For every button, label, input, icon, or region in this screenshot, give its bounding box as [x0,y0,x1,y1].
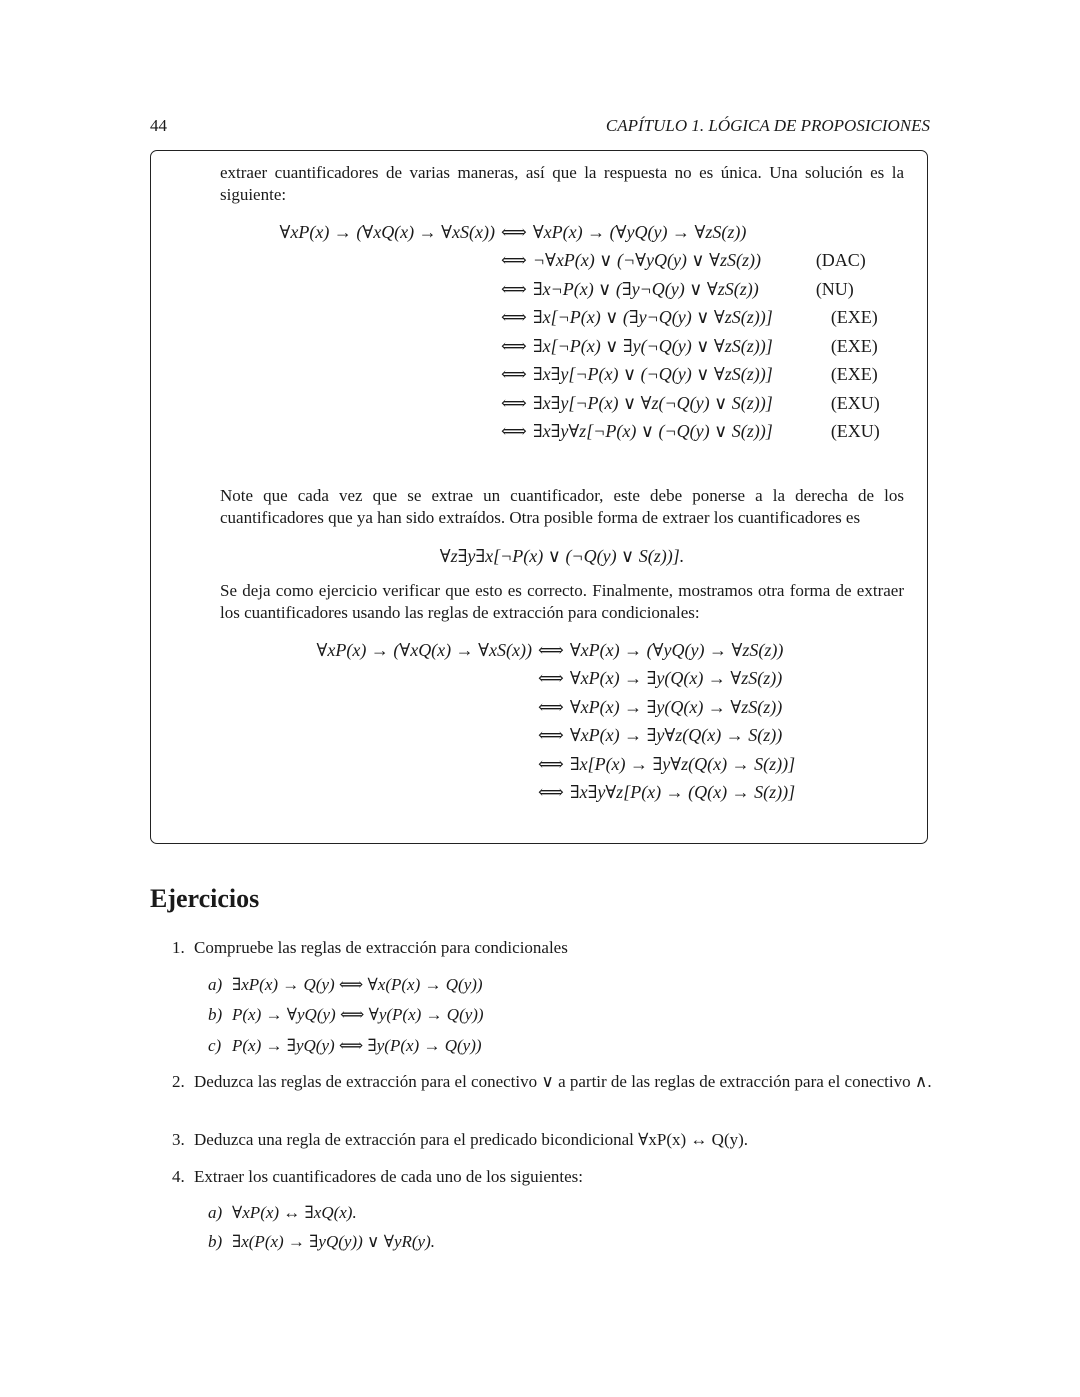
iff-symbol: ⟺ [538,696,564,717]
iff-symbol: ⟺ [538,782,564,803]
item-number: 3. [172,1130,185,1149]
alternative-formula: ∀z∃y∃x[¬P(x) ∨ (¬Q(y) ∨ S(z))]. [439,546,685,566]
eq2-row: ∀xP(x) → ∃y∀z(Q(x) → S(z)) [569,725,783,746]
sub-item [208,1203,357,1223]
page-number: 44 [150,116,167,135]
eq1-row: ∃x[¬P(x) ∨ ∃y(¬Q(y) ∨ ∀zS(z))] [532,335,773,356]
exercise-item [172,1071,932,1093]
eq1-tag: (EXE) [830,307,878,328]
sub-label: a) [208,1203,223,1222]
item-text: Deduzca una regla de extracción para el predicado bicondicional ∀xP(x) ↔ Q(y). [194,1130,749,1149]
iff-symbol: ⟺ [538,668,564,689]
iff-symbol: ⟺ [538,639,564,660]
sub-label: a) [208,975,223,994]
eq2-row: ∀xP(x) → ∃y(Q(x) → ∀zS(z)) [569,668,783,689]
iff-symbol: ⟺ [501,364,527,385]
eq1-tag: (EXU) [830,421,880,442]
eq1-row: ∃x¬P(x) ∨ (∃y¬Q(y) ∨ ∀zS(z)) [532,278,759,299]
sub-formula: ∃x(P(x) → ∃yQ(y)) ∨ ∀yR(y). [232,1232,436,1251]
item-text: Deduzca las reglas de extracción para el conectivo ∨ a partir de las reglas de extracción para el conectivo ∧. [194,1072,932,1091]
item-number: 2. [172,1072,185,1091]
iff-symbol: ⟺ [501,278,527,299]
eq2-lhs: ∀xP(x) → (∀xQ(x) → ∀xS(x)) [316,639,532,660]
eq1-tag: (EXE) [830,335,878,356]
eq1-row: ∃x[¬P(x) ∨ (∃y¬Q(y) ∨ ∀zS(z))] [532,307,773,328]
item-number: 1. [172,938,185,957]
eq2-row: ∀xP(x) → (∀yQ(y) → ∀zS(z)) [569,639,784,660]
eq1-row: ∃x∃y[¬P(x) ∨ (¬Q(y) ∨ ∀zS(z))] [532,364,773,385]
item-text: Extraer los cuantificadores de cada uno de los siguientes: [194,1167,583,1186]
sub-item [208,1005,484,1025]
eq1-tag: (NU) [815,278,854,299]
iff-symbol: ⟺ [501,307,527,328]
eq1-tag: (DAC) [815,250,866,271]
sub-label: b) [208,1005,223,1024]
iff-symbol: ⟺ [538,753,564,774]
eq1-lhs: ∀xP(x) → (∀xQ(x) → ∀xS(x)) [279,221,495,242]
sub-item [208,1232,435,1252]
iff-symbol: ⟺ [501,421,527,442]
sub-item [208,975,483,995]
eq1-row: ¬∀xP(x) ∨ (¬∀yQ(y) ∨ ∀zS(z)) [532,250,761,271]
equation-block-1 [255,218,880,446]
eq1-tag: (EXU) [830,392,880,413]
eq2-row: ∃x∃y∀z[P(x) → (Q(x) → S(z))] [569,782,796,803]
eq2-row: ∃x[P(x) → ∃y∀z(Q(x) → S(z))] [569,753,796,774]
iff-symbol: ⟺ [501,250,527,271]
sub-formula: P(x) → ∃yQ(y) ⟺ ∃y(P(x) → Q(y)) [232,1036,482,1055]
iff-symbol: ⟺ [501,221,527,242]
eq1-row: ∃x∃y∀z[¬P(x) ∨ (¬Q(y) ∨ S(z))] [532,421,773,442]
exercise-item [172,1129,932,1151]
running-header: CAPÍTULO 1. LÓGICA DE PROPOSICIONES [605,116,930,135]
sub-formula: P(x) → ∀yQ(y) ⟺ ∀y(P(x) → Q(y)) [232,1005,484,1024]
item-text: Compruebe las reglas de extracción para condicionales [194,938,568,957]
section-heading: Ejercicios [150,884,260,913]
sub-label: b) [208,1232,223,1251]
sub-formula: ∀xP(x) ↔ ∃xQ(x). [232,1203,357,1222]
sub-label: c) [208,1036,222,1055]
exercise-item [172,1166,932,1188]
eq2-row: ∀xP(x) → ∃y(Q(x) → ∀zS(z)) [569,696,783,717]
equation-block-2 [292,636,795,807]
iff-symbol: ⟺ [538,725,564,746]
iff-symbol: ⟺ [501,335,527,356]
intro-paragraph: extraer cuantificadores de varias maneras, así que la respuesta no es única. Una solución es la siguiente: [220,163,904,204]
iff-symbol: ⟺ [501,392,527,413]
sub-item [208,1036,482,1056]
second-paragraph: Se deja como ejercicio verificar que esto es correcto. Finalmente, mostramos otra forma de extraer los cuantificadores usando las reglas de extracción para condicionales: [220,581,904,622]
eq1-row: ∀xP(x) → (∀yQ(y) → ∀zS(z)) [532,221,747,242]
eq1-tag: (EXE) [830,364,878,385]
sub-formula: ∃xP(x) → Q(y) ⟺ ∀x(P(x) → Q(y)) [232,975,483,994]
note-paragraph: Note que cada vez que se extrae un cuantificador, este debe ponerse a la derecha de los cuantificadores que ya han sido extraídos. Otra posible forma de extraer los cuantificadores es [220,486,904,527]
item-number: 4. [172,1167,185,1186]
exercise-item [172,937,932,959]
eq1-row: ∃x∃y[¬P(x) ∨ ∀z(¬Q(y) ∨ S(z))] [532,392,773,413]
